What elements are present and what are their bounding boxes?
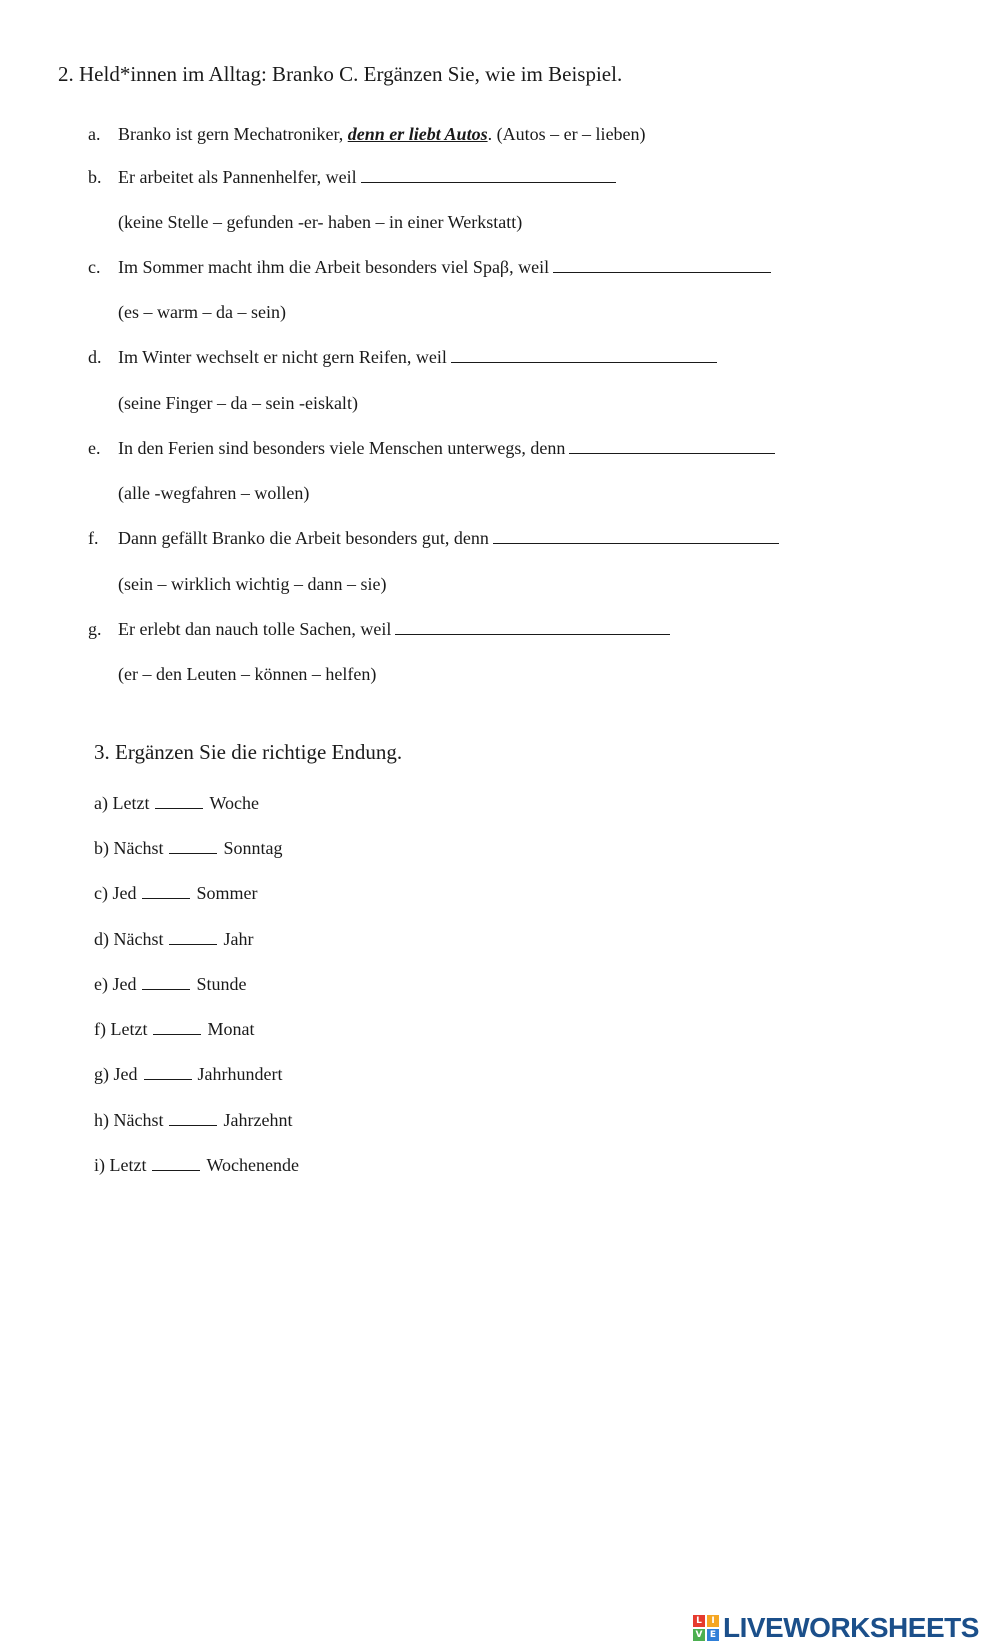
item-c-text: Im Sommer macht ihm die Arbeit besonders viel Spaβ, weil: [118, 257, 550, 277]
logo-text: LIVEWORKSHEETS: [723, 1612, 979, 1643]
ending-item-f: [94, 1019, 254, 1040]
ending-noun: Sommer: [196, 883, 258, 903]
ending-noun: Jahrzehnt: [223, 1110, 293, 1130]
logo-square-i: I: [707, 1615, 719, 1627]
answer-blank-g[interactable]: [395, 620, 670, 635]
example-answer: denn er liebt Autos: [347, 124, 488, 144]
ending-noun: Wochenende: [206, 1155, 299, 1175]
item-text: [118, 124, 646, 145]
ending-blank[interactable]: [169, 1111, 217, 1126]
item-d-text: Im Winter wechselt er nicht gern Reifen, weil: [118, 347, 447, 367]
ending-label: a) Letzt: [94, 793, 150, 813]
ending-item-e: [94, 974, 247, 995]
ending-item-a: [94, 793, 259, 814]
item-g-text: Er erlebt dan nauch tolle Sachen, weil: [118, 619, 392, 639]
ending-blank[interactable]: [142, 884, 190, 899]
ending-blank[interactable]: [169, 930, 217, 945]
exercise-2-title: 2. Held*innen im Alltag: Branko C. Ergänzen Sie, wie im Beispiel.: [58, 62, 623, 86]
ending-blank[interactable]: [153, 1020, 201, 1035]
item-letter: b.: [88, 167, 102, 187]
ending-item-c: [94, 883, 257, 904]
item-b-text: Er arbeitet als Pannenhelfer, weil: [118, 167, 357, 187]
ending-item-d: [94, 929, 253, 950]
ending-item-g: [94, 1064, 282, 1085]
exercise-3-title: 3. Ergänzen Sie die richtige Endung.: [94, 740, 403, 764]
ending-item-h: [94, 1110, 292, 1131]
ending-label: i) Letzt: [94, 1155, 147, 1175]
ending-blank[interactable]: [155, 794, 203, 809]
ending-label: c) Jed: [94, 883, 137, 903]
logo-square-l: L: [693, 1615, 705, 1627]
hint-d: (seine Finger – da – sein -eiskalt): [118, 393, 358, 413]
ending-noun: Jahrhundert: [197, 1064, 283, 1084]
liveworksheets-logo: [693, 1612, 979, 1644]
item-letter: f.: [88, 528, 99, 548]
ending-noun: Woche: [209, 793, 259, 813]
item-f-text: Dann gefällt Branko die Arbeit besonders gut, denn: [118, 528, 489, 548]
ending-label: f) Letzt: [94, 1019, 148, 1039]
ending-blank[interactable]: [152, 1156, 200, 1171]
ending-noun: Jahr: [223, 929, 254, 949]
logo-square-e: E: [707, 1629, 719, 1641]
item-text: [118, 347, 717, 368]
ending-noun: Monat: [207, 1019, 255, 1039]
ending-label: b) Nächst: [94, 838, 164, 858]
item-letter: e.: [88, 438, 101, 458]
ending-label: e) Jed: [94, 974, 137, 994]
hint-b: (keine Stelle – gefunden -er- haben – in einer Werkstatt): [118, 212, 523, 232]
ending-blank[interactable]: [169, 839, 217, 854]
logo-mark-icon: [693, 1615, 719, 1641]
item-a-hint: . (Autos – er – lieben): [487, 124, 646, 144]
item-letter: a.: [88, 124, 101, 144]
ending-item-b: [94, 838, 283, 859]
ending-noun: Sonntag: [223, 838, 283, 858]
ending-item-i: [94, 1155, 299, 1176]
item-text: [118, 528, 779, 549]
answer-blank-d[interactable]: [451, 348, 717, 363]
ending-blank[interactable]: [142, 975, 190, 990]
item-a-text: Branko ist gern Mechatroniker,: [118, 124, 348, 144]
item-e-text: In den Ferien sind besonders viele Menschen unterwegs, denn: [118, 438, 566, 458]
item-letter: g.: [88, 619, 102, 639]
item-text: [118, 438, 775, 459]
answer-blank-e[interactable]: [569, 439, 775, 454]
hint-f: (sein – wirklich wichtig – dann – sie): [118, 574, 387, 594]
ending-label: g) Jed: [94, 1064, 138, 1084]
hint-e: (alle -wegfahren – wollen): [118, 483, 310, 503]
item-text: [118, 257, 771, 278]
ending-label: d) Nächst: [94, 929, 164, 949]
logo-square-v: V: [693, 1629, 705, 1641]
item-letter: c.: [88, 257, 101, 277]
ending-label: h) Nächst: [94, 1110, 164, 1130]
item-letter: d.: [88, 347, 102, 367]
item-text: [118, 619, 670, 640]
answer-blank-b[interactable]: [361, 168, 616, 183]
answer-blank-f[interactable]: [493, 529, 779, 544]
ending-noun: Stunde: [196, 974, 247, 994]
item-text: [118, 167, 616, 188]
ending-blank[interactable]: [144, 1065, 192, 1080]
answer-blank-c[interactable]: [553, 258, 771, 273]
hint-c: (es – warm – da – sein): [118, 302, 286, 322]
hint-g: (er – den Leuten – können – helfen): [118, 664, 377, 684]
